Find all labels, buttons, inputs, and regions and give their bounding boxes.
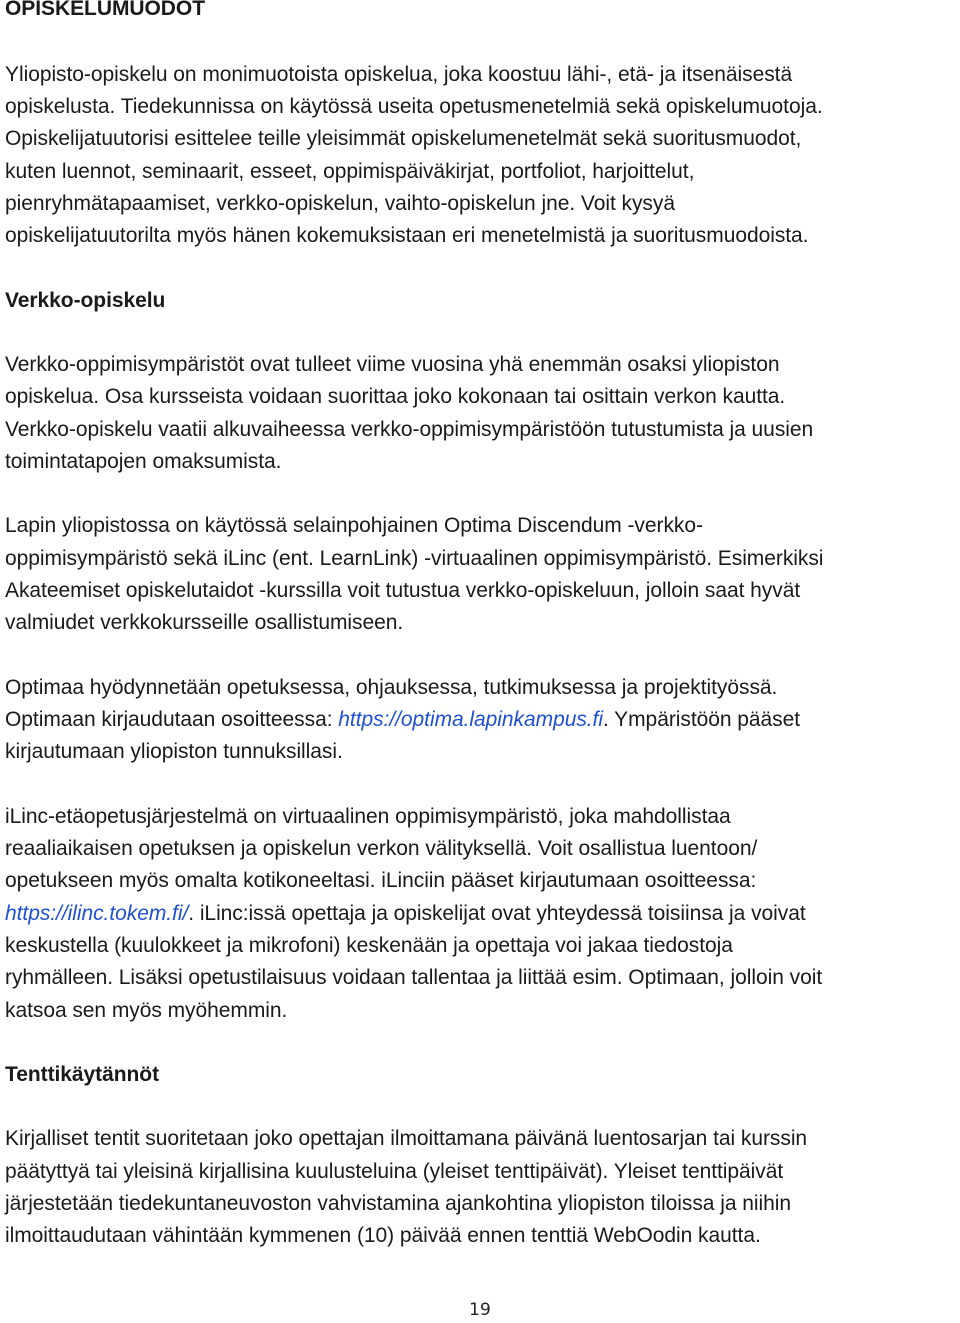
paragraph-line: keskustella (kuulokkeet ja mikrofoni) keskenään ja opettaja voi jakaa tiedostoja <box>5 934 733 957</box>
section-heading-tenttikaytannot: Tenttikäytännöt <box>5 1063 160 1086</box>
paragraph-line: ryhmälleen. Lisäksi opetustilaisuus voidaan tallentaa ja liittää esim. Optimaan, jolloin voit <box>5 966 823 989</box>
paragraph-line: Kirjalliset tentit suoritetaan joko opettajan ilmoittamana päivänä luentosarjan tai kurssin <box>5 1127 808 1150</box>
paragraph-line: valmiudet verkkokursseille osallistumiseen. <box>5 611 404 634</box>
section-heading-opiskelumuodot: OPISKELUMUODOT <box>5 0 205 20</box>
paragraph-line: Opiskelijatuutorisi esittelee teille yleisimmät opiskelumenetelmät sekä suoritusmuodot, <box>5 127 802 150</box>
paragraph-line: iLinc-etäopetusjärjestelmä on virtuaalinen oppimisympäristö, joka mahdollistaa <box>5 805 731 828</box>
paragraph-line <box>5 899 806 929</box>
paragraph-line: opiskelua. Osa kursseista voidaan suorittaa joko kokonaan tai osittain verkon kautta. <box>5 385 786 408</box>
paragraph-line: Verkko-oppimisympäristöt ovat tulleet viime vuosina yhä enemmän osaksi yliopiston <box>5 353 780 376</box>
section-heading-verkko-opiskelu: Verkko-opiskelu <box>5 289 166 312</box>
optima-link[interactable]: https://optima.lapinkampus.fi <box>338 708 603 731</box>
paragraph-line: opiskelusta. Tiedekunnissa on käytössä useita opetusmenetelmiä sekä opiskelumuotoja. <box>5 95 823 118</box>
paragraph-line: järjestetään tiedekuntaneuvoston vahvistamina ajankohtina yliopiston tiloissa ja niihin <box>5 1192 791 1215</box>
text-span: . Ympäristöön pääset <box>602 708 801 731</box>
paragraph-line: päätyttyä tai yleisinä kirjallisina kuulusteluina (yleiset tenttipäivät). Yleiset tenttipäivät <box>5 1160 784 1183</box>
paragraph-line: kuten luennot, seminaarit, esseet, oppimispäiväkirjat, portfoliot, harjoittelut, <box>5 160 695 183</box>
paragraph-line: katsoa sen myös myöhemmin. <box>5 999 288 1022</box>
ilinc-link[interactable]: https://ilinc.tokem.fi/ <box>5 902 189 925</box>
paragraph-line: opiskelijatuutorilta myös hänen kokemuksistaan eri menetelmistä ja suoritusmuodoista. <box>5 224 809 247</box>
paragraph-line: opetukseen myös omalta kotikoneeltasi. iLinciin pääset kirjautumaan osoitteessa: <box>5 869 757 892</box>
paragraph-line: Yliopisto-opiskelu on monimuotoista opiskelua, joka koostuu lähi-, etä- ja itsenäisestä <box>5 63 793 86</box>
paragraph-line: oppimisympäristö sekä iLinc (ent. LearnLink) -virtuaalinen oppimisympäristö. Esimerkiksi <box>5 547 824 570</box>
paragraph-line: Verkko-opiskelu vaatii alkuvaiheessa verkko-oppimisympäristöön tutustumista ja uusien <box>5 418 814 441</box>
paragraph-line: ilmoittaudutaan vähintään kymmenen (10) päivää ennen tenttiä WebOodin kautta. <box>5 1224 761 1247</box>
paragraph-line: Lapin yliopistossa on käytössä selainpohjainen Optima Discendum -verkko- <box>5 514 703 537</box>
text-span: Optimaan kirjaudutaan osoitteessa: <box>5 708 339 731</box>
paragraph-line: reaaliaikaisen opetuksen ja opiskelun verkon välityksellä. Voit osallistua luentoon/ <box>5 837 758 860</box>
paragraph-line: Akateemiset opiskelutaidot -kurssilla voit tutustua verkko-opiskeluun, jolloin saat hyvät <box>5 579 801 602</box>
paragraph-line <box>5 705 800 735</box>
paragraph-line: Optimaa hyödynnetään opetuksessa, ohjauksessa, tutkimuksessa ja projektityössä. <box>5 676 778 699</box>
text-span: . iLinc:issä opettaja ja opiskelijat ovat yhteydessä toisiinsa ja voivat <box>188 902 806 925</box>
paragraph-line: kirjautumaan yliopiston tunnuksillasi. <box>5 740 343 763</box>
paragraph-line: toimintatapojen omaksumista. <box>5 450 282 473</box>
page-number: 19 <box>469 1300 491 1320</box>
paragraph-line: pienryhmätapaamiset, verkko-opiskelun, vaihto-opiskelun jne. Voit kysyä <box>5 192 675 215</box>
